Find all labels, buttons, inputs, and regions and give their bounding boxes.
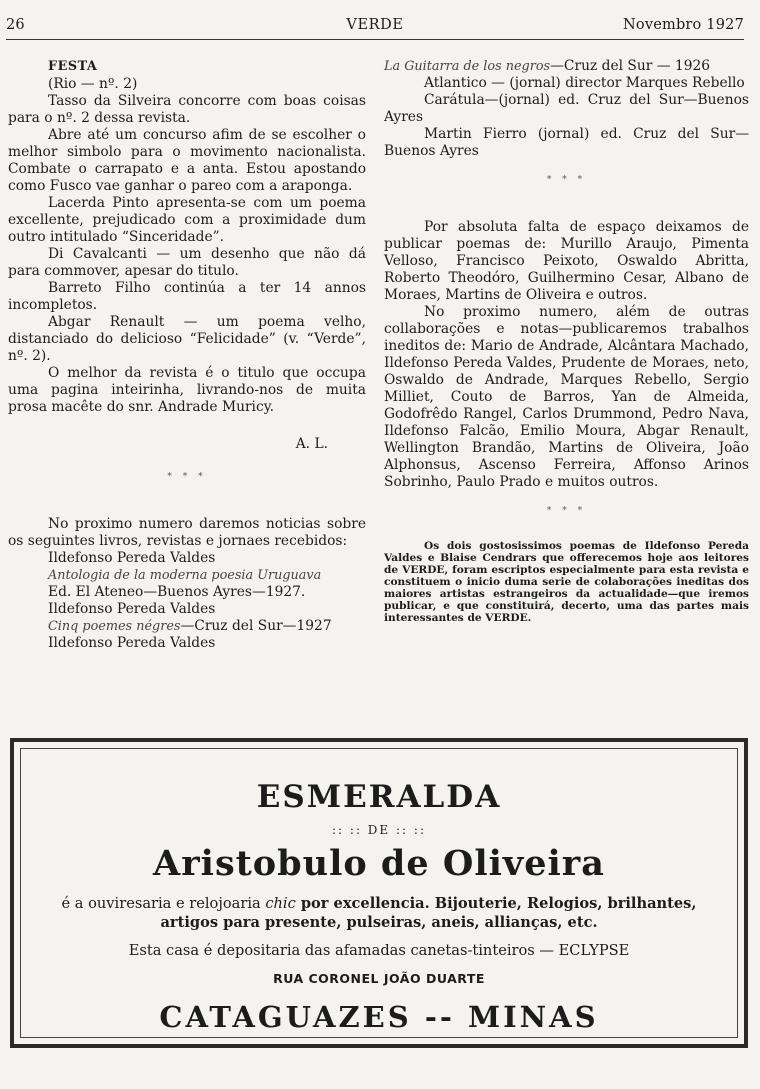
list-item: Carátula—(jornal) ed. Cruz del Sur—Buenos Ayres	[384, 92, 749, 125]
book-list-item: Cinq poemes négres—Cruz del Sur—1927	[48, 618, 332, 634]
book-list-item: Ildefonso Pereda Valdes	[48, 550, 216, 566]
book-list-item: Ildefonso Pereda Valdes	[48, 635, 216, 651]
paragraph: Barreto Filho continúa a ter 14 annos incompletos.	[8, 280, 366, 313]
ad-eclypse-line: Esta casa é depositaria das afamadas canetas-tinteiros — ECLYPSE	[128, 942, 630, 959]
paragraph: Abre até um concurso afim de se escolher o melhor simbolo para o movimento nacionalista. Combate o carrapato e a anta. Estou apostando como Fusco vae ganhar o pareo com a araponga.	[8, 127, 366, 194]
right-column	[384, 58, 749, 624]
advertisement	[10, 738, 748, 1048]
list-item: Martin Fierro (jornal) ed. Cruz del Sur—Buenos Ayres	[384, 126, 749, 159]
paragraph: O melhor da revista é o titulo que occupa uma pagina inteirinha, livrando-nos de muita prosa macête do snr. Andrade Muricy.	[8, 365, 366, 415]
book-list-item: Ed. El Ateneo—Buenos Ayres—1927.	[48, 584, 306, 600]
left-column	[8, 58, 366, 652]
section-heading-festa: FESTA	[48, 59, 98, 74]
book-list-item: Ildefonso Pereda Valdes	[48, 601, 216, 617]
editorial-note: Os dois gostosissimos poemas de Ildefonso Pereda Valdes e Blaise Cendrars que offerecemos hoje aos leitores de VERDE, foram escriptos especialmente para esta revista e constituem o inicio duma serie de colaborações ineditas dos maiores artistas estrangeiros da actualidade—que iremos publicar, e que constituirá, decerto, uma das partes mais interessantes de VERDE.	[384, 540, 749, 624]
list-item: La Guitarra de los negros—Cruz del Sur — 1926	[384, 58, 711, 74]
paragraph: No proximo numero daremos noticias sobre os seguintes livros, revistas e jornaes recebidos:	[8, 516, 366, 549]
page-header	[6, 17, 744, 40]
received-books-list	[8, 550, 366, 652]
paragraph: Di Cavalcanti — um desenho que não dá para commover, apesar do titulo.	[8, 246, 366, 279]
section-separator: * * *	[546, 175, 587, 185]
paragraph: Lacerda Pinto apresenta-se com um poema excellente, prejudicado com a proximidade dum outro intitulado “Sinceridade”.	[8, 195, 366, 245]
ad-shop-name: ESMERALDA	[256, 779, 502, 815]
advertisement-frame	[20, 748, 738, 1038]
page-number: 26	[6, 17, 25, 33]
ad-address: RUA CORONEL JOÃO DUARTE	[273, 971, 485, 986]
signature: A. L.	[295, 436, 328, 452]
ad-description: é a ouviresaria e relojoaria chic por excellencia. Bijouterie, Relogios, brilhantes, artigos para presente, pulseiras, aneis, allianças, etc.	[61, 895, 697, 931]
issue-date: Novembro 1927	[623, 17, 744, 33]
journal-title: VERDE	[346, 17, 404, 33]
ad-connector: :: :: DE :: ::	[332, 823, 426, 837]
section-separator: * * *	[167, 472, 207, 482]
paragraph: No proximo numero, além de outras collaborações e notas—publicaremos trabalhos ineditos de: Mario de Andrade, Alcântara Machado, Ildefonso Pereda Valdes, Prudente de Moraes, neto, Oswaldo de Andrade, Marques Rebello, Sergio Milliet, Couto de Barros, Yan de Almeida, Godofrêdo Rangel, Carlos Drummond, Pedro Nava, Ildefonso Falcão, Emilio Moura, Abgar Renault, Wellington Brandão, Martins de Oliveira, João Alphonsus, Ascenso Ferreira, Affonso Arinos Sobrinho, Paulo Prado e muitos outros.	[384, 304, 749, 490]
section-separator: * * *	[546, 506, 587, 516]
paragraph: Abgar Renault — um poema velho, distanciado do delicioso “Felicidade” (v. “Verde”, nº. 2).	[8, 314, 366, 364]
list-item: Atlantico — (jornal) director Marques Rebello	[424, 75, 745, 91]
issue-note: (Rio — nº. 2)	[48, 76, 138, 92]
paragraph: Por absoluta falta de espaço deixamos de publicar poemas de: Murillo Araujo, Pimenta Velloso, Francisco Peixoto, Oswaldo Abritta, Roberto Theodóro, Guilhermino Cesar, Albano de Moraes, Martins de Oliveira e outros.	[384, 219, 749, 303]
ad-owner-name: Aristobulo de Oliveira	[153, 843, 605, 884]
book-list-item: Antologia de la moderna poesia Uruguava	[48, 568, 322, 583]
paragraph: Tasso da Silveira concorre com boas coisas para o nº. 2 dessa revista.	[8, 93, 366, 126]
ad-city: CATAGUAZES -- MINAS	[159, 1000, 599, 1034]
